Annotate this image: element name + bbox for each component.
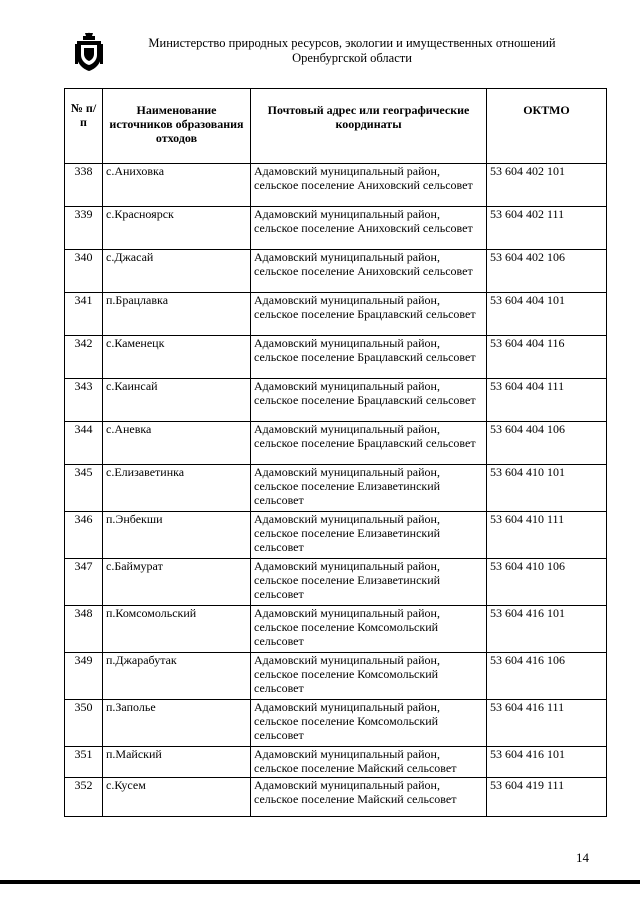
row-num: 341: [65, 293, 103, 336]
table-row: [65, 250, 607, 293]
row-oktmo: 53 604 402 106: [487, 250, 607, 293]
waste-sources-table: [64, 88, 607, 817]
column-header-address: Почтовый адрес или географические координаты: [251, 89, 487, 164]
row-address: Адамовский муниципальный район, сельское поселение Аниховский сельсовет: [251, 164, 487, 207]
row-address: Адамовский муниципальный район, сельское поселение Комсомольский сельсовет: [251, 653, 487, 700]
org-line-2: Оренбургской области: [292, 51, 412, 65]
row-address: Адамовский муниципальный район, сельское поселение Майский сельсовет: [251, 747, 487, 778]
table-row: [65, 606, 607, 653]
table-row: [65, 336, 607, 379]
table-row: [65, 747, 607, 778]
column-header-name: Наименование источников образования отходов: [103, 89, 251, 164]
table-row: [65, 379, 607, 422]
row-name: с.Красноярск: [103, 207, 251, 250]
row-name: п.Комсомольский: [103, 606, 251, 653]
row-oktmo: 53 604 410 106: [487, 559, 607, 606]
row-oktmo: 53 604 410 111: [487, 512, 607, 559]
row-oktmo: 53 604 416 101: [487, 606, 607, 653]
row-num: 349: [65, 653, 103, 700]
row-address: Адамовский муниципальный район, сельское поселение Майский сельсовет: [251, 778, 487, 817]
row-address: Адамовский муниципальный район, сельское поселение Елизаветинский сельсовет: [251, 559, 487, 606]
row-name: с.Каменецк: [103, 336, 251, 379]
table-header-row: [65, 89, 607, 164]
page-bottom-rule: [0, 880, 640, 884]
row-oktmo: 53 604 404 116: [487, 336, 607, 379]
row-num: 338: [65, 164, 103, 207]
row-address: Адамовский муниципальный район, сельское поселение Брацлавский сельсовет: [251, 379, 487, 422]
table-row: [65, 293, 607, 336]
row-num: 346: [65, 512, 103, 559]
document-header: [0, 24, 640, 74]
row-name: с.Джасай: [103, 250, 251, 293]
row-address: Адамовский муниципальный район, сельское поселение Елизаветинский сельсовет: [251, 465, 487, 512]
row-name: с.Каинсай: [103, 379, 251, 422]
row-oktmo: 53 604 402 101: [487, 164, 607, 207]
column-header-num: № п/п: [65, 89, 103, 164]
row-num: 344: [65, 422, 103, 465]
org-line-1: Министерство природных ресурсов, экологии и имущественных отношений: [148, 36, 556, 50]
row-name: п.Майский: [103, 747, 251, 778]
row-address: Адамовский муниципальный район, сельское поселение Брацлавский сельсовет: [251, 422, 487, 465]
row-address: Адамовский муниципальный район, сельское поселение Комсомольский сельсовет: [251, 606, 487, 653]
row-oktmo: 53 604 404 101: [487, 293, 607, 336]
row-oktmo: 53 604 402 111: [487, 207, 607, 250]
row-num: 339: [65, 207, 103, 250]
table-row: [65, 700, 607, 747]
row-num: 351: [65, 747, 103, 778]
row-num: 347: [65, 559, 103, 606]
row-address: Адамовский муниципальный район, сельское поселение Комсомольский сельсовет: [251, 700, 487, 747]
row-name: с.Аниховка: [103, 164, 251, 207]
column-header-oktmo: ОКТМО: [487, 89, 607, 164]
row-oktmo: 53 604 410 101: [487, 465, 607, 512]
row-num: 352: [65, 778, 103, 817]
row-name: п.Джарабутак: [103, 653, 251, 700]
page-number: 14: [576, 850, 589, 865]
row-num: 340: [65, 250, 103, 293]
table-row: [65, 207, 607, 250]
row-oktmo: 53 604 416 106: [487, 653, 607, 700]
row-oktmo: 53 604 404 111: [487, 379, 607, 422]
row-name: с.Баймурат: [103, 559, 251, 606]
row-name: с.Кусем: [103, 778, 251, 817]
row-oktmo: 53 604 416 101: [487, 747, 607, 778]
row-name: с.Елизаветинка: [103, 465, 251, 512]
row-oktmo: 53 604 419 111: [487, 778, 607, 817]
row-name: с.Аневка: [103, 422, 251, 465]
coat-of-arms-icon: [74, 32, 104, 72]
organization-name: [112, 36, 592, 66]
row-num: 342: [65, 336, 103, 379]
table-row: [65, 422, 607, 465]
table-row: [65, 778, 607, 817]
row-oktmo: 53 604 416 111: [487, 700, 607, 747]
row-num: 343: [65, 379, 103, 422]
table-row: [65, 559, 607, 606]
row-name: п.Брацлавка: [103, 293, 251, 336]
table-row: [65, 653, 607, 700]
row-num: 345: [65, 465, 103, 512]
row-address: Адамовский муниципальный район, сельское поселение Аниховский сельсовет: [251, 207, 487, 250]
row-name: п.Энбекши: [103, 512, 251, 559]
row-num: 348: [65, 606, 103, 653]
row-address: Адамовский муниципальный район, сельское поселение Аниховский сельсовет: [251, 250, 487, 293]
row-num: 350: [65, 700, 103, 747]
row-address: Адамовский муниципальный район, сельское поселение Брацлавский сельсовет: [251, 336, 487, 379]
row-name: п.Заполье: [103, 700, 251, 747]
table-row: [65, 512, 607, 559]
row-oktmo: 53 604 404 106: [487, 422, 607, 465]
row-address: Адамовский муниципальный район, сельское поселение Брацлавский сельсовет: [251, 293, 487, 336]
table-row: [65, 164, 607, 207]
row-address: Адамовский муниципальный район, сельское поселение Елизаветинский сельсовет: [251, 512, 487, 559]
table-row: [65, 465, 607, 512]
